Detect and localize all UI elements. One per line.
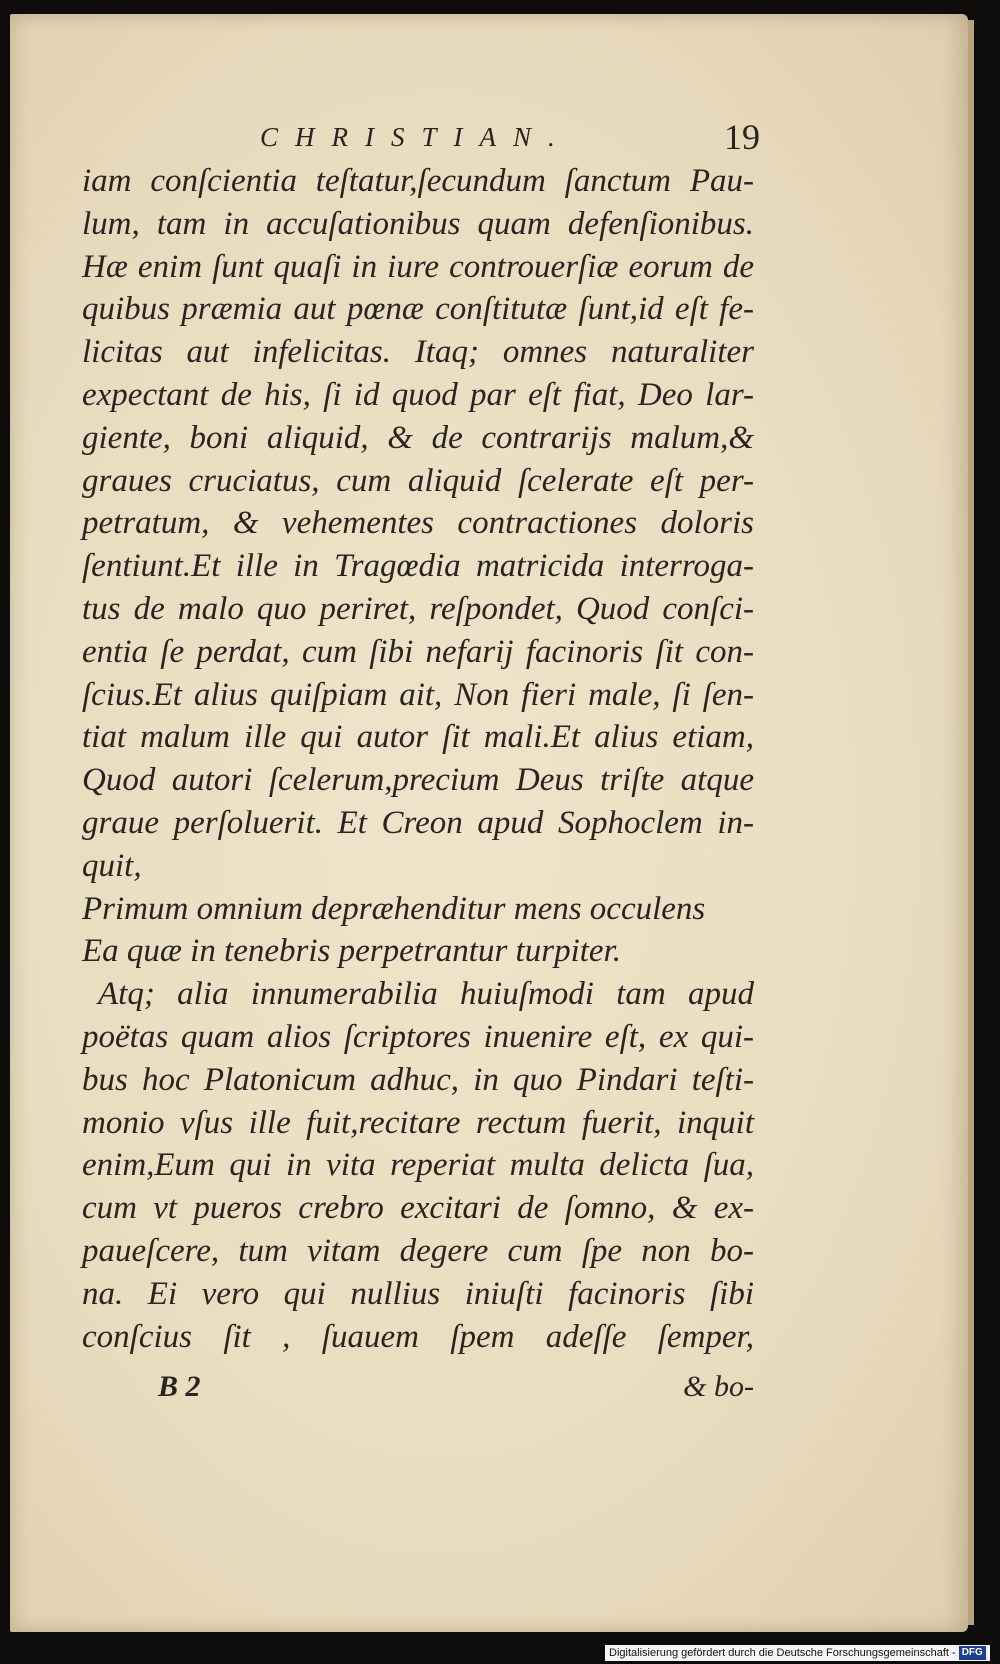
text-line: tus de malo quo periret, reſpondet, Quod conſci- bbox=[82, 590, 754, 627]
page-header bbox=[260, 117, 760, 162]
catchword: & bo- bbox=[683, 1370, 754, 1403]
verse-line: Primum omnium depræhenditur mens occulens bbox=[82, 890, 706, 927]
text-line: ſentiunt.Et ille in Tragœdia matricida interroga- bbox=[82, 548, 754, 585]
text-line: pauеſcere, tum vitam degere cum ſpe non bo- bbox=[82, 1232, 754, 1269]
text-line: cum vt pueros crebro excitari de ſomno, & ex- bbox=[82, 1190, 754, 1227]
page-edge bbox=[968, 20, 974, 1625]
text-line: graue perſoluerit. Et Creon apud Sophoclem in- bbox=[82, 804, 754, 841]
text-line: monio vſus ille fuit,recitare rectum fuerit, inquit bbox=[82, 1104, 754, 1141]
text-line: ſcius.Et alius quiſpiam ait, Non fieri male, ſi ſen- bbox=[82, 676, 754, 713]
text-line: na. Ei vero qui nullius iniuſti facinoris ſibi bbox=[82, 1275, 754, 1312]
text-line: conſcius ſit , ſuauem ſpem adeſſe ſemper, bbox=[82, 1318, 754, 1355]
text-line: graues cruciatus, cum aliquid ſcelerate eſt per- bbox=[82, 462, 754, 499]
signature-mark: B 2 bbox=[158, 1370, 201, 1403]
verse-line: Ea quæ in tenebris perpetrantur turpiter. bbox=[82, 933, 621, 970]
text-line: quibus præmia aut pœnæ conſtitutæ ſunt,id eſt fe- bbox=[82, 291, 754, 328]
credit-text: Digitalisierung gefördert durch die Deutsche Forschungsgemeinschaft - bbox=[609, 1647, 956, 1659]
paragraph-start-line: Atq; alia innumerabilia huiuſmodi tam apud bbox=[98, 976, 754, 1013]
text-line: lum, tam in accuſationibus quam defenſionibus. bbox=[82, 205, 754, 242]
text-line: enim,Eum qui in vita reperiat multa delicta ſua, bbox=[82, 1147, 754, 1184]
text-line: expectant de his, ſi id quod par eſt fiat, Deo lar- bbox=[82, 376, 754, 413]
text-line: quit, bbox=[82, 847, 142, 884]
text-line: giente, boni aliquid, & de contrarijs malum,& bbox=[82, 419, 754, 456]
text-line: Hæ enim ſunt quaſi in iure controuerſiæ eorum de bbox=[82, 248, 754, 285]
dfg-logo: DFG bbox=[959, 1646, 986, 1660]
text-line: petratum, & vehementes contractiones doloris bbox=[82, 505, 754, 542]
digitization-credit bbox=[605, 1645, 990, 1661]
page-number: 19 bbox=[724, 117, 760, 157]
page-footer bbox=[158, 1370, 754, 1410]
body-text bbox=[82, 160, 754, 1358]
text-line: entia ſe perdat, cum ſibi nefarij facinoris ſit con- bbox=[82, 633, 754, 670]
text-line: tiat malum ille qui autor ſit mali.Et alius etiam, bbox=[82, 719, 754, 756]
text-line: licitas aut infelicitas. Itaq; omnes naturaliter bbox=[82, 334, 754, 371]
book-page bbox=[10, 14, 968, 1632]
text-line: bus hoc Platonicum adhuc, in quo Pindari teſti- bbox=[82, 1061, 754, 1098]
text-line: Quod autori ſcelerum,precium Deus triſte atque bbox=[82, 762, 754, 799]
running-head: CHRISTIAN. bbox=[260, 122, 572, 152]
text-line: iam conſcientia teſtatur,ſecundum ſanctum Pau- bbox=[82, 163, 754, 199]
text-line: poëtas quam alios ſcriptores inuenire eſt, ex qui- bbox=[82, 1018, 754, 1055]
